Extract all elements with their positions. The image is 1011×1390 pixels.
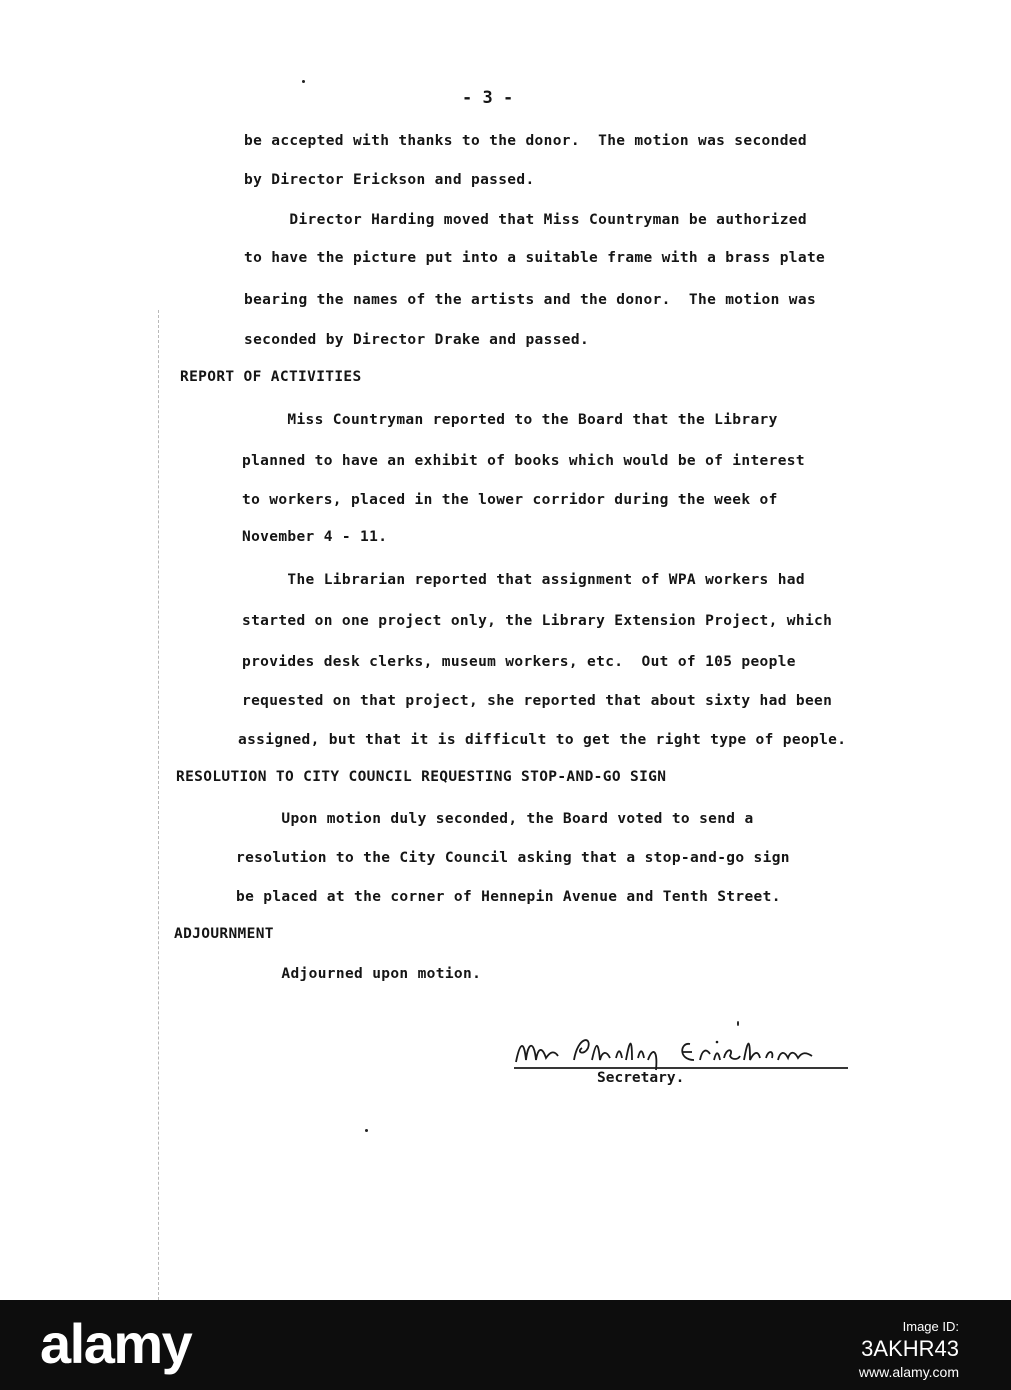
image-id-label: Image ID: bbox=[902, 1319, 959, 1334]
text-line: Adjourned upon motion. bbox=[236, 966, 482, 982]
text-line: Miss Countryman reported to the Board that the Library bbox=[242, 412, 778, 428]
text-line: by Director Erickson and passed. bbox=[244, 172, 535, 188]
site-url: www.alamy.com bbox=[858, 1364, 959, 1380]
binding-margin-line bbox=[158, 310, 159, 1310]
text-line: assigned, but that it is difficult to get the right type of people. bbox=[238, 732, 847, 748]
text-line: November 4 - 11. bbox=[242, 529, 388, 545]
signature-title: Secretary. bbox=[597, 1070, 685, 1086]
text-line: seconded by Director Drake and passed. bbox=[244, 332, 590, 348]
scan-speck bbox=[737, 1021, 739, 1026]
section-heading-adjournment: ADJOURNMENT bbox=[174, 926, 274, 942]
scan-speck bbox=[302, 80, 305, 83]
text-line: to workers, placed in the lower corridor during the week of bbox=[242, 492, 778, 508]
scan-speck bbox=[365, 1129, 368, 1132]
text-line: requested on that project, she reported that about sixty had been bbox=[242, 693, 833, 709]
text-line: resolution to the City Council asking that a stop-and-go sign bbox=[236, 850, 790, 866]
text-line: Upon motion duly seconded, the Board voted to send a bbox=[236, 811, 754, 827]
text-line: be accepted with thanks to the donor. The motion was seconded bbox=[244, 133, 807, 149]
handwritten-signature bbox=[512, 1030, 852, 1072]
section-heading-report: REPORT OF ACTIVITIES bbox=[180, 369, 362, 385]
alamy-logo: alamy bbox=[40, 1312, 192, 1375]
text-line: The Librarian reported that assignment of WPA workers had bbox=[242, 572, 805, 588]
page-number: - 3 - bbox=[462, 88, 514, 108]
text-line: provides desk clerks, museum workers, etc. Out of 105 people bbox=[242, 654, 796, 670]
text-line: be placed at the corner of Hennepin Avenue and Tenth Street. bbox=[236, 889, 781, 905]
section-heading-resolution: RESOLUTION TO CITY COUNCIL REQUESTING STOP-AND-GO SIGN bbox=[176, 769, 667, 785]
text-line: started on one project only, the Library Extension Project, which bbox=[242, 613, 833, 629]
image-id-value: 3AKHR43 bbox=[861, 1336, 959, 1361]
text-line: planned to have an exhibit of books which would be of interest bbox=[242, 453, 805, 469]
text-line: Director Harding moved that Miss Countryman be authorized bbox=[244, 212, 807, 228]
text-line: to have the picture put into a suitable frame with a brass plate bbox=[244, 250, 826, 266]
text-line: bearing the names of the artists and the donor. The motion was bbox=[244, 292, 817, 308]
